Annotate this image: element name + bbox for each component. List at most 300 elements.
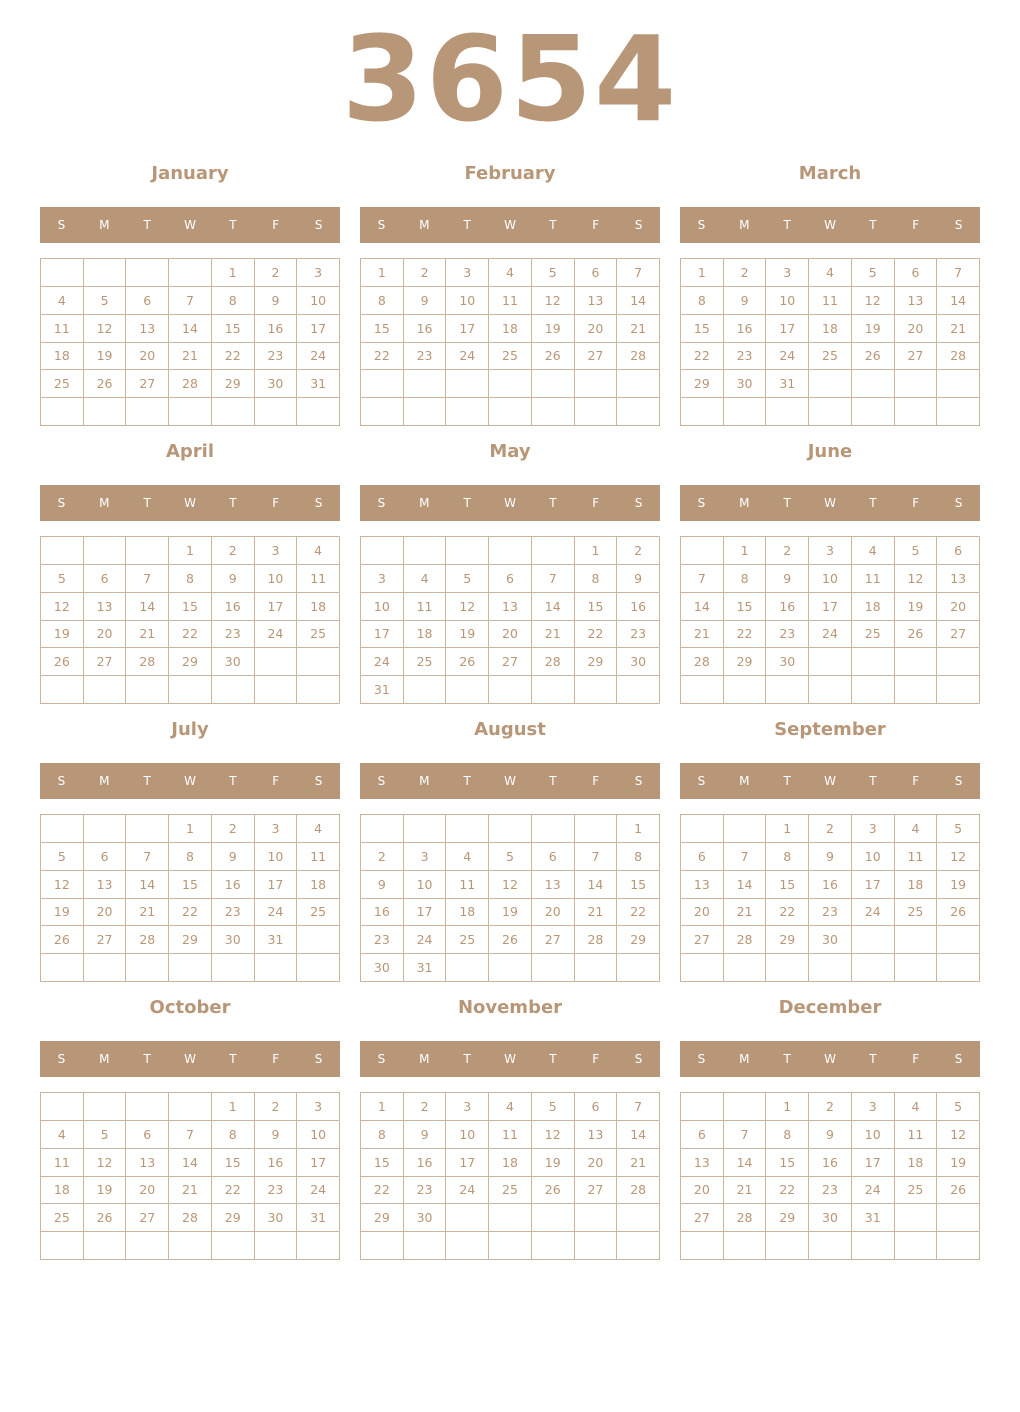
- day-cell: 3: [361, 565, 404, 593]
- empty-cell: [895, 926, 938, 954]
- day-cell: 19: [489, 899, 532, 927]
- empty-cell: [404, 1232, 447, 1260]
- day-cell: 4: [489, 1093, 532, 1121]
- empty-cell: [895, 1204, 938, 1232]
- day-cell: 12: [489, 871, 532, 899]
- empty-cell: [575, 1204, 618, 1232]
- day-cell: 23: [404, 343, 447, 371]
- day-cell: 28: [681, 648, 724, 676]
- day-cell: 4: [446, 843, 489, 871]
- empty-cell: [617, 370, 660, 398]
- day-cell: 2: [766, 537, 809, 565]
- day-cell: 11: [852, 565, 895, 593]
- month-november: [360, 994, 660, 1264]
- days-grid: [40, 814, 340, 982]
- weekday-label: T: [229, 218, 237, 232]
- day-cell: 27: [895, 343, 938, 371]
- weekday-label: F: [272, 496, 280, 510]
- day-cell: 9: [255, 287, 298, 315]
- day-cell: 26: [84, 1204, 127, 1232]
- weekday-label: S: [634, 496, 643, 510]
- weekday-label: F: [592, 1052, 600, 1066]
- empty-cell: [575, 1232, 618, 1260]
- empty-cell: [489, 537, 532, 565]
- empty-cell: [169, 259, 212, 287]
- day-cell: 7: [532, 565, 575, 593]
- day-cell: 15: [361, 1149, 404, 1177]
- day-cell: 16: [255, 1149, 298, 1177]
- day-cell: 29: [575, 648, 618, 676]
- day-cell: 11: [489, 287, 532, 315]
- day-cell: 5: [41, 843, 84, 871]
- empty-cell: [41, 398, 84, 426]
- day-cell: 21: [169, 343, 212, 371]
- empty-cell: [532, 954, 575, 982]
- day-cell: 17: [361, 621, 404, 649]
- empty-cell: [446, 815, 489, 843]
- empty-cell: [446, 1232, 489, 1260]
- day-cell: 16: [361, 899, 404, 927]
- empty-cell: [852, 648, 895, 676]
- day-cell: 16: [766, 593, 809, 621]
- weekday-label: S: [697, 774, 706, 788]
- day-cell: 28: [532, 648, 575, 676]
- empty-cell: [446, 1204, 489, 1232]
- weekday-label: M: [739, 1052, 750, 1066]
- weekday-label: T: [549, 218, 557, 232]
- month-name: November: [457, 997, 563, 1018]
- day-cell: 22: [724, 621, 767, 649]
- empty-cell: [937, 648, 980, 676]
- empty-cell: [361, 398, 404, 426]
- day-cell: 15: [361, 315, 404, 343]
- empty-cell: [895, 370, 938, 398]
- day-cell: 26: [937, 899, 980, 927]
- day-cell: 20: [532, 899, 575, 927]
- month-september: [680, 716, 980, 986]
- empty-cell: [937, 954, 980, 982]
- empty-cell: [41, 815, 84, 843]
- day-cell: 3: [404, 843, 447, 871]
- weekday-label: M: [99, 218, 110, 232]
- day-cell: 5: [41, 565, 84, 593]
- empty-cell: [84, 398, 127, 426]
- day-cell: 10: [852, 1121, 895, 1149]
- day-cell: 11: [895, 1121, 938, 1149]
- weekday-label: M: [419, 1052, 430, 1066]
- day-cell: 18: [41, 1177, 84, 1205]
- day-cell: 7: [724, 843, 767, 871]
- day-cell: 2: [404, 259, 447, 287]
- weekday-label: T: [463, 774, 471, 788]
- weekday-label: S: [377, 1052, 386, 1066]
- empty-cell: [852, 1232, 895, 1260]
- day-cell: 7: [724, 1121, 767, 1149]
- day-cell: 12: [895, 565, 938, 593]
- empty-cell: [809, 954, 852, 982]
- day-cell: 25: [41, 370, 84, 398]
- weekday-label: S: [57, 218, 66, 232]
- day-cell: 17: [297, 315, 340, 343]
- day-cell: 2: [724, 259, 767, 287]
- day-cell: 29: [169, 648, 212, 676]
- empty-cell: [169, 1093, 212, 1121]
- weekday-label: S: [57, 774, 66, 788]
- day-cell: 7: [575, 843, 618, 871]
- day-cell: 8: [724, 565, 767, 593]
- month-name: October: [149, 997, 231, 1018]
- day-cell: 4: [895, 815, 938, 843]
- empty-cell: [937, 1204, 980, 1232]
- day-cell: 7: [937, 259, 980, 287]
- empty-cell: [724, 954, 767, 982]
- empty-cell: [361, 1232, 404, 1260]
- weekday-label: S: [634, 218, 643, 232]
- weekday-header: [680, 763, 980, 799]
- weekday-label: W: [184, 774, 196, 788]
- empty-cell: [575, 398, 618, 426]
- day-cell: 8: [169, 843, 212, 871]
- empty-cell: [41, 1093, 84, 1121]
- day-cell: 12: [937, 843, 980, 871]
- day-cell: 20: [126, 343, 169, 371]
- day-cell: 19: [852, 315, 895, 343]
- day-cell: 5: [937, 815, 980, 843]
- weekday-header: [360, 763, 660, 799]
- empty-cell: [212, 398, 255, 426]
- weekday-label: F: [272, 774, 280, 788]
- weekday-label: W: [504, 496, 516, 510]
- empty-cell: [532, 370, 575, 398]
- weekday-label: S: [377, 496, 386, 510]
- day-cell: 15: [169, 871, 212, 899]
- day-cell: 2: [212, 537, 255, 565]
- empty-cell: [724, 1093, 767, 1121]
- day-cell: 28: [575, 926, 618, 954]
- day-cell: 12: [852, 287, 895, 315]
- weekday-label: S: [314, 1052, 323, 1066]
- day-cell: 1: [212, 1093, 255, 1121]
- day-cell: 6: [126, 1121, 169, 1149]
- day-cell: 25: [489, 343, 532, 371]
- month-june: [680, 438, 980, 708]
- empty-cell: [126, 1093, 169, 1121]
- day-cell: 21: [617, 1149, 660, 1177]
- day-cell: 23: [361, 926, 404, 954]
- day-cell: 17: [255, 593, 298, 621]
- month-name: June: [807, 441, 853, 462]
- day-cell: 5: [84, 1121, 127, 1149]
- empty-cell: [255, 954, 298, 982]
- weekday-label: S: [377, 774, 386, 788]
- day-cell: 14: [169, 315, 212, 343]
- day-cell: 24: [809, 621, 852, 649]
- day-cell: 10: [297, 287, 340, 315]
- day-cell: 3: [297, 1093, 340, 1121]
- empty-cell: [895, 954, 938, 982]
- empty-cell: [361, 537, 404, 565]
- day-cell: 9: [809, 1121, 852, 1149]
- weekday-label: T: [229, 496, 237, 510]
- day-cell: 30: [212, 648, 255, 676]
- day-cell: 19: [41, 621, 84, 649]
- empty-cell: [297, 676, 340, 704]
- day-cell: 31: [766, 370, 809, 398]
- day-cell: 16: [617, 593, 660, 621]
- day-cell: 25: [489, 1177, 532, 1205]
- days-grid: [360, 1092, 660, 1260]
- day-cell: 28: [126, 926, 169, 954]
- weekday-label: T: [869, 218, 877, 232]
- day-cell: 12: [937, 1121, 980, 1149]
- day-cell: 13: [126, 1149, 169, 1177]
- day-cell: 4: [489, 259, 532, 287]
- day-cell: 2: [404, 1093, 447, 1121]
- empty-cell: [489, 815, 532, 843]
- empty-cell: [255, 398, 298, 426]
- day-cell: 4: [852, 537, 895, 565]
- day-cell: 11: [297, 843, 340, 871]
- day-cell: 19: [937, 871, 980, 899]
- day-cell: 11: [41, 315, 84, 343]
- days-grid: [680, 536, 980, 704]
- day-cell: 9: [212, 565, 255, 593]
- day-cell: 24: [255, 899, 298, 927]
- day-cell: 1: [766, 1093, 809, 1121]
- day-cell: 1: [361, 259, 404, 287]
- weekday-label: W: [824, 1052, 836, 1066]
- day-cell: 7: [169, 287, 212, 315]
- empty-cell: [489, 676, 532, 704]
- day-cell: 12: [41, 871, 84, 899]
- day-cell: 24: [852, 1177, 895, 1205]
- empty-cell: [681, 954, 724, 982]
- day-cell: 10: [446, 287, 489, 315]
- empty-cell: [532, 537, 575, 565]
- days-grid: [40, 1092, 340, 1260]
- day-cell: 28: [724, 1204, 767, 1232]
- empty-cell: [617, 1232, 660, 1260]
- day-cell: 16: [809, 871, 852, 899]
- day-cell: 11: [404, 593, 447, 621]
- day-cell: 11: [809, 287, 852, 315]
- weekday-header: [680, 485, 980, 521]
- day-cell: 24: [404, 926, 447, 954]
- empty-cell: [212, 1232, 255, 1260]
- day-cell: 27: [937, 621, 980, 649]
- weekday-label: S: [314, 774, 323, 788]
- weekday-label: M: [99, 774, 110, 788]
- day-cell: 5: [532, 1093, 575, 1121]
- weekday-label: S: [954, 496, 963, 510]
- day-cell: 19: [532, 1149, 575, 1177]
- day-cell: 20: [937, 593, 980, 621]
- weekday-label: M: [99, 1052, 110, 1066]
- day-cell: 27: [126, 370, 169, 398]
- empty-cell: [809, 648, 852, 676]
- day-cell: 2: [809, 815, 852, 843]
- day-cell: 30: [404, 1204, 447, 1232]
- day-cell: 14: [126, 593, 169, 621]
- day-cell: 26: [532, 1177, 575, 1205]
- day-cell: 9: [404, 287, 447, 315]
- day-cell: 14: [681, 593, 724, 621]
- day-cell: 25: [895, 899, 938, 927]
- day-cell: 21: [681, 621, 724, 649]
- day-cell: 27: [532, 926, 575, 954]
- day-cell: 20: [489, 621, 532, 649]
- day-cell: 7: [169, 1121, 212, 1149]
- day-cell: 25: [41, 1204, 84, 1232]
- empty-cell: [297, 926, 340, 954]
- day-cell: 8: [766, 1121, 809, 1149]
- day-cell: 4: [41, 287, 84, 315]
- day-cell: 30: [212, 926, 255, 954]
- day-cell: 15: [575, 593, 618, 621]
- empty-cell: [212, 676, 255, 704]
- empty-cell: [852, 398, 895, 426]
- empty-cell: [809, 676, 852, 704]
- weekday-label: F: [912, 1052, 920, 1066]
- weekday-label: S: [634, 1052, 643, 1066]
- day-cell: 26: [937, 1177, 980, 1205]
- weekday-label: W: [184, 496, 196, 510]
- day-cell: 3: [446, 259, 489, 287]
- day-cell: 25: [297, 621, 340, 649]
- day-cell: 27: [489, 648, 532, 676]
- day-cell: 9: [212, 843, 255, 871]
- day-cell: 16: [724, 315, 767, 343]
- day-cell: 16: [404, 315, 447, 343]
- days-grid: [40, 258, 340, 426]
- day-cell: 12: [84, 315, 127, 343]
- empty-cell: [809, 398, 852, 426]
- weekday-header: [680, 1041, 980, 1077]
- empty-cell: [766, 676, 809, 704]
- day-cell: 30: [617, 648, 660, 676]
- day-cell: 26: [532, 343, 575, 371]
- day-cell: 16: [212, 871, 255, 899]
- day-cell: 11: [446, 871, 489, 899]
- empty-cell: [895, 398, 938, 426]
- empty-cell: [937, 1232, 980, 1260]
- day-cell: 15: [766, 1149, 809, 1177]
- empty-cell: [617, 954, 660, 982]
- empty-cell: [681, 676, 724, 704]
- empty-cell: [617, 1204, 660, 1232]
- day-cell: 25: [446, 926, 489, 954]
- day-cell: 8: [212, 287, 255, 315]
- day-cell: 1: [169, 815, 212, 843]
- day-cell: 8: [766, 843, 809, 871]
- empty-cell: [532, 398, 575, 426]
- weekday-label: F: [912, 496, 920, 510]
- day-cell: 27: [126, 1204, 169, 1232]
- weekday-label: F: [592, 218, 600, 232]
- day-cell: 26: [852, 343, 895, 371]
- empty-cell: [575, 815, 618, 843]
- day-cell: 6: [575, 259, 618, 287]
- weekday-label: M: [419, 496, 430, 510]
- day-cell: 29: [766, 926, 809, 954]
- day-cell: 14: [169, 1149, 212, 1177]
- weekday-label: W: [184, 1052, 196, 1066]
- empty-cell: [84, 259, 127, 287]
- weekday-header: [40, 207, 340, 243]
- empty-cell: [575, 676, 618, 704]
- weekday-label: T: [549, 774, 557, 788]
- empty-cell: [404, 537, 447, 565]
- empty-cell: [852, 676, 895, 704]
- day-cell: 17: [297, 1149, 340, 1177]
- empty-cell: [404, 676, 447, 704]
- day-cell: 7: [681, 565, 724, 593]
- day-cell: 13: [681, 871, 724, 899]
- empty-cell: [532, 1204, 575, 1232]
- day-cell: 25: [404, 648, 447, 676]
- weekday-label: M: [99, 496, 110, 510]
- day-cell: 14: [937, 287, 980, 315]
- empty-cell: [41, 537, 84, 565]
- empty-cell: [126, 1232, 169, 1260]
- day-cell: 5: [937, 1093, 980, 1121]
- empty-cell: [126, 537, 169, 565]
- day-cell: 2: [361, 843, 404, 871]
- day-cell: 5: [852, 259, 895, 287]
- empty-cell: [41, 676, 84, 704]
- weekday-label: T: [549, 496, 557, 510]
- day-cell: 20: [681, 1177, 724, 1205]
- day-cell: 13: [937, 565, 980, 593]
- empty-cell: [681, 537, 724, 565]
- empty-cell: [169, 954, 212, 982]
- day-cell: 7: [126, 843, 169, 871]
- day-cell: 2: [255, 1093, 298, 1121]
- month-january: [40, 160, 340, 430]
- day-cell: 1: [724, 537, 767, 565]
- weekday-header: [360, 1041, 660, 1077]
- day-cell: 30: [809, 926, 852, 954]
- empty-cell: [84, 1232, 127, 1260]
- day-cell: 28: [617, 1177, 660, 1205]
- day-cell: 22: [766, 1177, 809, 1205]
- weekday-label: S: [697, 218, 706, 232]
- day-cell: 18: [852, 593, 895, 621]
- day-cell: 6: [681, 1121, 724, 1149]
- empty-cell: [489, 1204, 532, 1232]
- empty-cell: [724, 815, 767, 843]
- days-grid: [360, 814, 660, 982]
- weekday-header: [40, 485, 340, 521]
- day-cell: 8: [169, 565, 212, 593]
- weekday-label: T: [463, 218, 471, 232]
- day-cell: 6: [532, 843, 575, 871]
- day-cell: 30: [766, 648, 809, 676]
- day-cell: 29: [681, 370, 724, 398]
- day-cell: 23: [617, 621, 660, 649]
- day-cell: 13: [532, 871, 575, 899]
- weekday-label: S: [314, 496, 323, 510]
- empty-cell: [255, 1232, 298, 1260]
- day-cell: 13: [575, 287, 618, 315]
- day-cell: 31: [361, 676, 404, 704]
- day-cell: 24: [297, 1177, 340, 1205]
- empty-cell: [361, 815, 404, 843]
- day-cell: 9: [404, 1121, 447, 1149]
- day-cell: 27: [681, 1204, 724, 1232]
- day-cell: 26: [446, 648, 489, 676]
- weekday-label: W: [504, 1052, 516, 1066]
